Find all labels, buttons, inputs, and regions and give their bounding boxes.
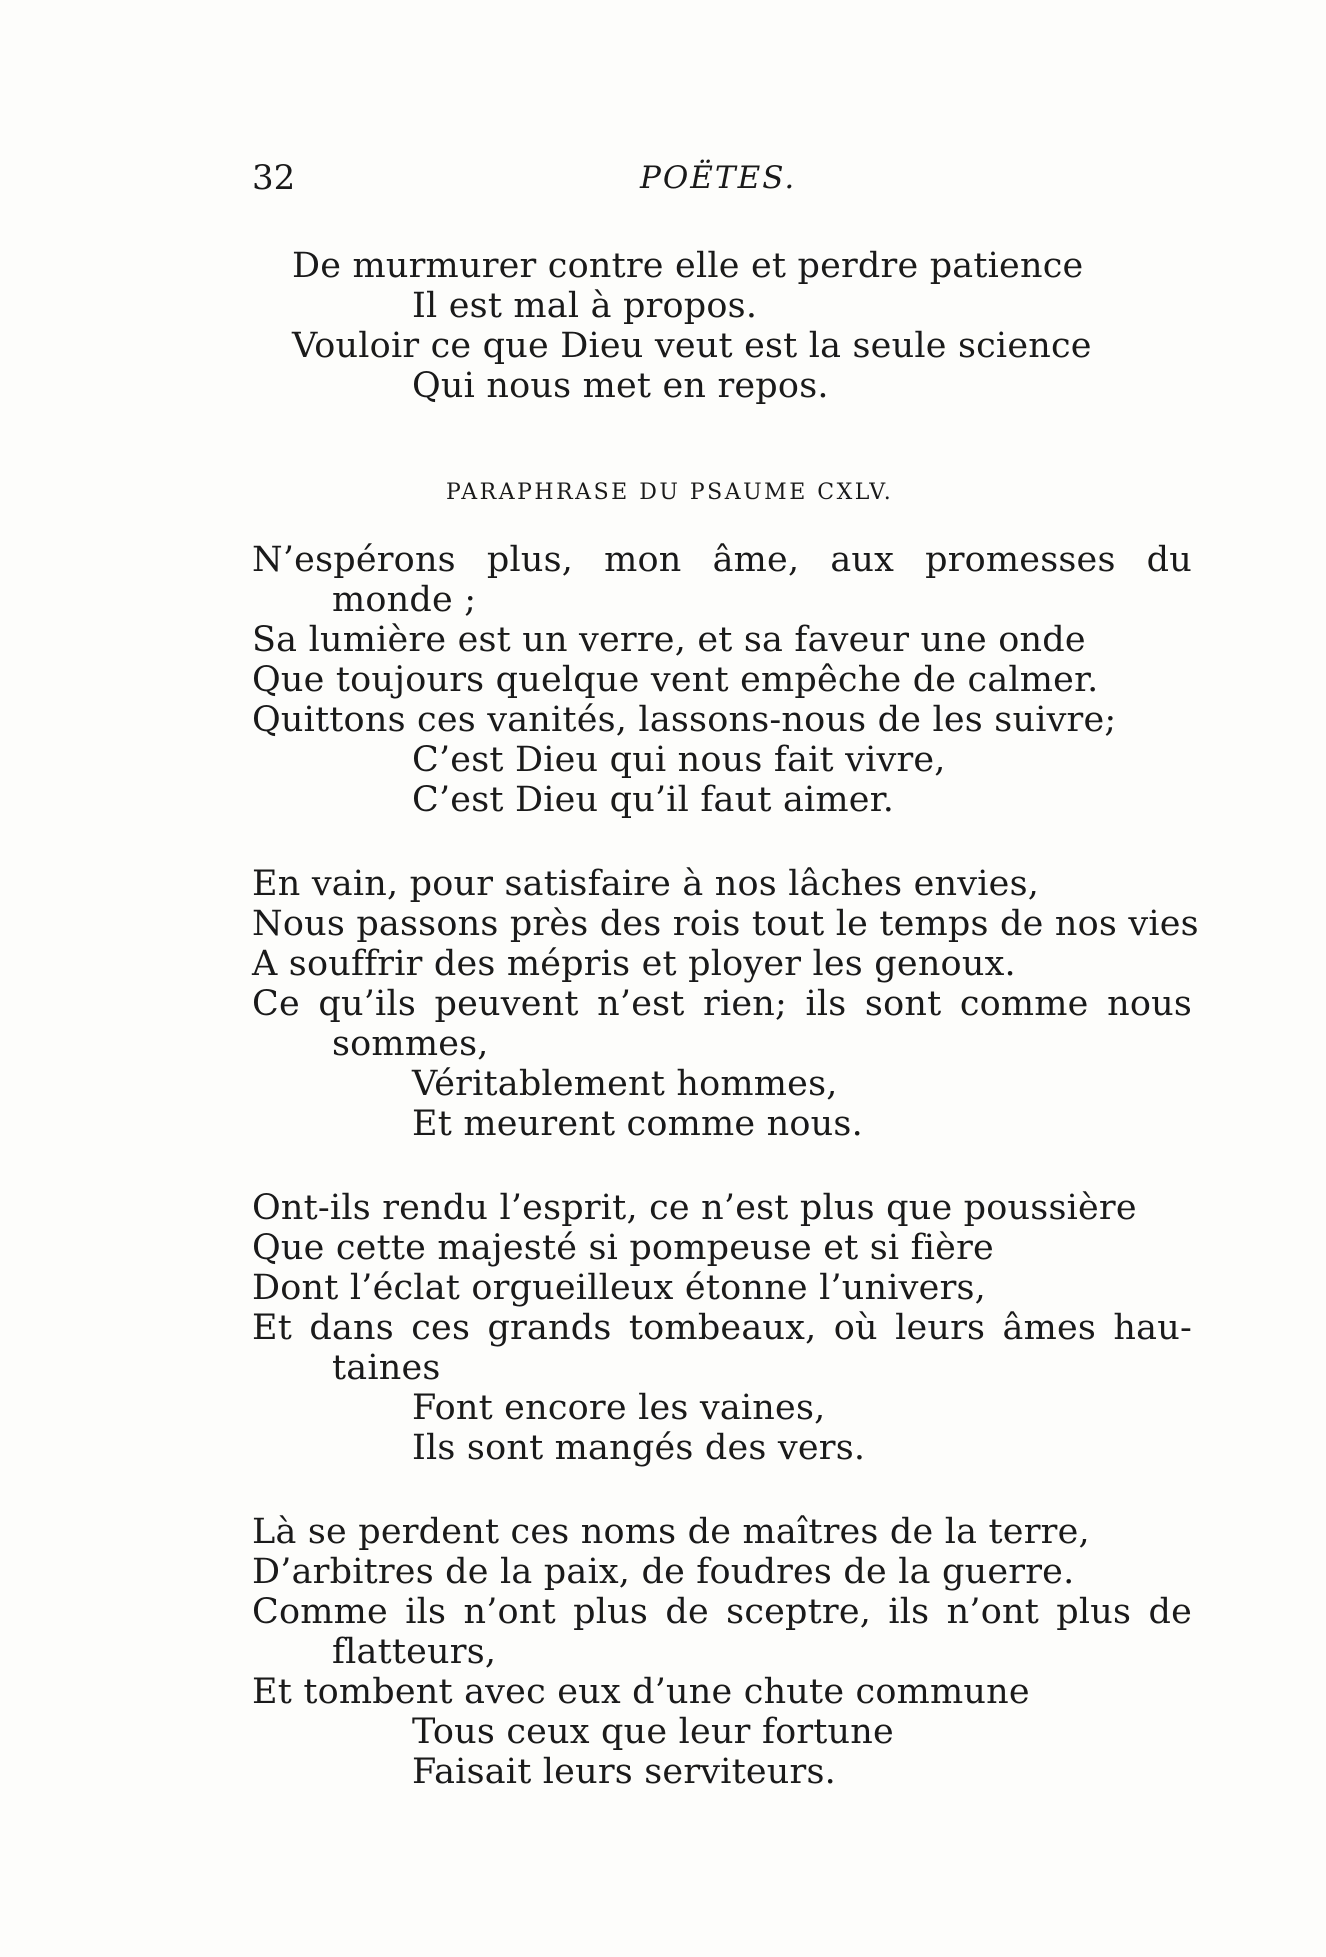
verse-line: Faisait leurs serviteurs. bbox=[412, 1752, 836, 1792]
verse-line: sommes, bbox=[332, 1024, 489, 1064]
verse-line: D’arbitres de la paix, de foudres de la guerre. bbox=[252, 1552, 1075, 1592]
verse-line: taines bbox=[332, 1348, 441, 1388]
verse-line: flatteurs, bbox=[332, 1632, 497, 1672]
running-title: POËTES. bbox=[640, 160, 797, 196]
page-number: 32 bbox=[252, 158, 296, 198]
verse-line: Vouloir ce que Dieu veut est la seule science bbox=[292, 326, 1092, 366]
verse-line: Qui nous met en repos. bbox=[412, 366, 829, 406]
verse-line: Et meurent comme nous. bbox=[412, 1104, 863, 1144]
verse-line: A souffrir des mépris et ployer les genoux. bbox=[252, 944, 1016, 984]
verse-line: En vain, pour satisfaire à nos lâches envies, bbox=[252, 864, 1040, 904]
verse-line: Véritablement hommes, bbox=[412, 1064, 838, 1104]
verse-line: Là se perdent ces noms de maîtres de la terre, bbox=[252, 1512, 1090, 1552]
verse-line: Ce qu’ils peuvent n’est rien; ils sont comme nous bbox=[252, 984, 1192, 1024]
verse-line: Quittons ces vanités, lassons-nous de les suivre; bbox=[252, 700, 1117, 740]
verse-line: Comme ils n’ont plus de sceptre, ils n’ont plus de bbox=[252, 1592, 1192, 1632]
verse-line: Que toujours quelque vent empêche de calmer. bbox=[252, 660, 1099, 700]
verse-line: Et dans ces grands tombeaux, où leurs âmes hau- bbox=[252, 1308, 1192, 1348]
verse-line: Dont l’éclat orgueilleux étonne l’univers, bbox=[252, 1268, 986, 1308]
section-title: PARAPHRASE DU PSAUME CXLV. bbox=[446, 480, 894, 505]
verse-line: N’espérons plus, mon âme, aux promesses du bbox=[252, 540, 1192, 580]
verse-line: C’est Dieu qui nous fait vivre, bbox=[412, 740, 946, 780]
verse-line: Et tombent avec eux d’une chute commune bbox=[252, 1672, 1030, 1712]
verse-line: Ont-ils rendu l’esprit, ce n’est plus que poussière bbox=[252, 1188, 1137, 1228]
verse-line: Tous ceux que leur fortune bbox=[412, 1712, 894, 1752]
verse-line: C’est Dieu qu’il faut aimer. bbox=[412, 780, 895, 820]
verse-line: Nous passons près des rois tout le temps de nos vies bbox=[252, 904, 1199, 944]
verse-line: De murmurer contre elle et perdre patience bbox=[292, 246, 1084, 286]
verse-line: Il est mal à propos. bbox=[412, 286, 758, 326]
verse-line: monde ; bbox=[332, 580, 477, 620]
verse-line: Que cette majesté si pompeuse et si fière bbox=[252, 1228, 994, 1268]
verse-line: Sa lumière est un verre, et sa faveur une onde bbox=[252, 620, 1086, 660]
verse-line: Ils sont mangés des vers. bbox=[412, 1428, 866, 1468]
verse-line: Font encore les vaines, bbox=[412, 1388, 826, 1428]
